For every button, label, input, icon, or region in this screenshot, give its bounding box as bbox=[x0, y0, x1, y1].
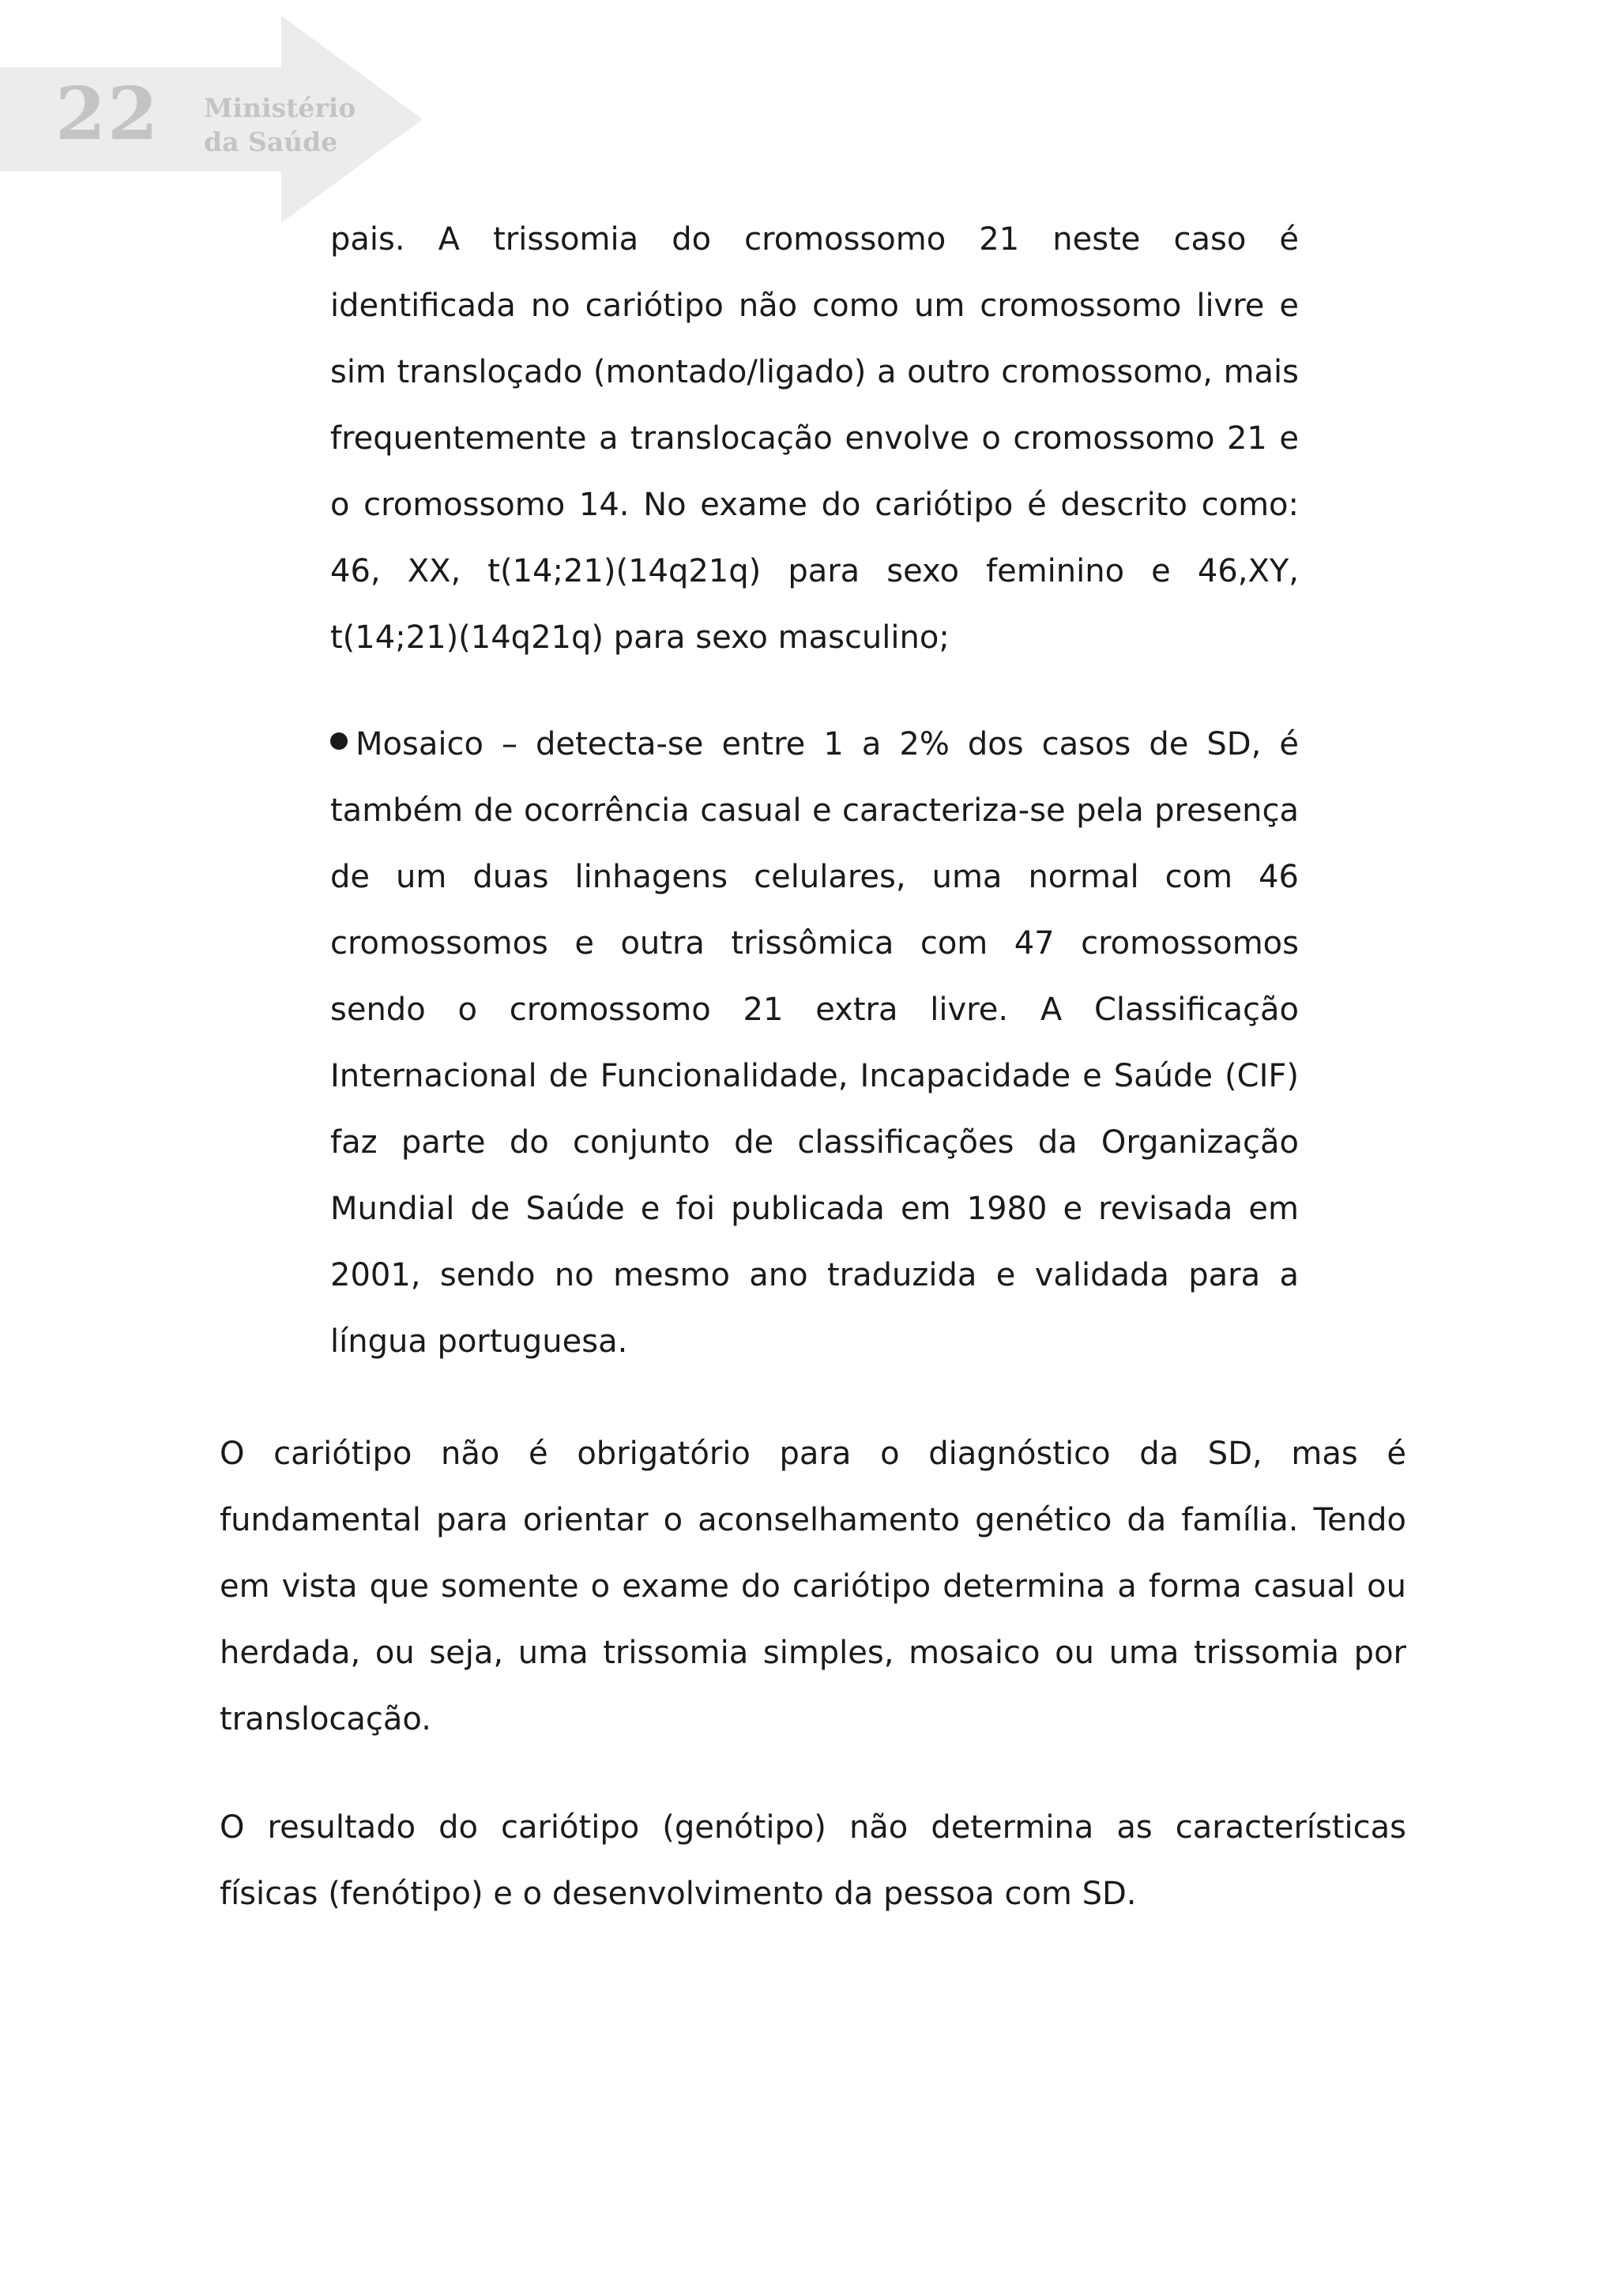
ministry-line-1: Ministério bbox=[204, 92, 356, 123]
bullet-item-mosaico-text: Mosaico – detecta-se entre 1 a 2% dos casos de SD, é também de ocorrência casual e caracteriza-se pela presença de um duas linhagens celulares, uma normal com 46 cromossomos e outra trissômica com 47 cromossomos sendo o cromossomo 21 extra livre. A Classificação Internacional de Funcionalidade, Incapacidade e Saúde (CIF) faz parte do conjunto de classificações da Organização Mundial de Saúde e foi publicada em 1980 e revisada em 2001, sendo no mesmo ano traduzida e validada para a língua portuguesa. bbox=[330, 726, 1299, 1360]
paragraph-cariotipo: O cariótipo não é obrigatório para o diagnóstico da SD, mas é fundamental para orientar o aconselhamento genético da família. Tendo em vista que somente o exame do cariótipo determina a forma casual ou herdada, ou seja, uma trissomia simples, mosaico ou uma trissomia por translocação. bbox=[220, 1436, 1406, 1737]
paragraph-resultado: O resultado do cariótipo (genótipo) não determina as características físicas (fenótipo) e o desenvolvimento da pessoa com SD. bbox=[220, 1809, 1406, 1912]
paragraph-translocation-continuation: pais. A trissomia do cromossomo 21 neste caso é identificada no cariótipo não como um cromossomo livre e sim transloçado (montado/ligado) a outro cromossomo, mais frequentemente a translocação envolve o cromossomo 21 e o cromossomo 14. No exame do cariótipo é descrito como: 46, XX, t(14;21)(14q21q) para sexo feminino e 46,XY, t(14;21)(14q21q) para sexo masculino; bbox=[330, 221, 1299, 656]
ministry-label bbox=[204, 91, 356, 159]
ministry-line-2: da Saúde bbox=[204, 126, 338, 157]
bullet-item-mosaico bbox=[330, 711, 1299, 1375]
page-number: 22 bbox=[55, 71, 160, 156]
bullet-icon bbox=[330, 732, 348, 750]
